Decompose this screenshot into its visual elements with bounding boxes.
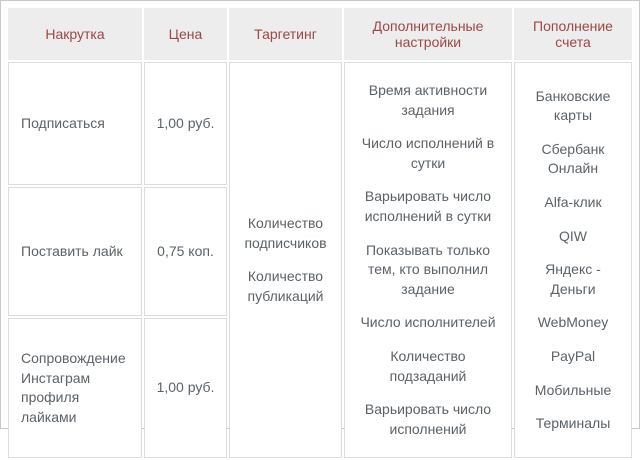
settings-item: Число исполнений в сутки [361, 135, 495, 171]
payment-item: WebMoney [537, 314, 609, 331]
settings-cell [344, 62, 512, 458]
payment-item: PayPal [550, 347, 596, 364]
price-cell: 0,75 коп. [144, 187, 227, 316]
targeting-item: Количество публикаций [247, 268, 324, 304]
payment-item: QIW [559, 227, 587, 244]
table-row [8, 62, 632, 185]
header-payments: Пополнение счета [514, 8, 632, 60]
service-cell: Сопровождение Инстаграм профиля лайками [8, 318, 142, 458]
service-cell: Подписаться [8, 62, 142, 185]
settings-item: Число исполнителей [360, 314, 496, 331]
payment-item: Банковские карты [535, 87, 611, 124]
header-service: Накрутка [8, 8, 142, 60]
payment-item: Яндекс - Деньги [545, 261, 601, 297]
targeting-item: Количество подписчиков [244, 214, 327, 251]
settings-item: Время активности задания [368, 82, 488, 118]
payment-item: Терминалы [535, 415, 611, 432]
service-cell: Поставить лайк [8, 187, 142, 316]
header-targeting: Таргетинг [229, 8, 342, 60]
pricing-table [6, 6, 634, 460]
header-price: Цена [144, 8, 227, 60]
payment-item: Мобильные [534, 381, 612, 398]
price-cell: 1,00 руб. [144, 62, 227, 185]
price-cell: 1,00 руб. [144, 318, 227, 458]
header-row [8, 8, 632, 60]
settings-item: Количество подзаданий [389, 347, 467, 384]
settings-item: Показывать только тем, кто выполнил задание [365, 241, 490, 297]
settings-item: Варьировать число исполнений в сутки [364, 188, 492, 224]
header-settings: Дополнительные настройки [344, 8, 512, 60]
payment-item: Alfa-клик [544, 193, 602, 210]
payment-item: Сбербанк Онлайн [541, 140, 605, 177]
targeting-cell [229, 62, 342, 458]
settings-item: Варьировать число исполнений [364, 401, 492, 437]
payments-cell [514, 62, 632, 458]
